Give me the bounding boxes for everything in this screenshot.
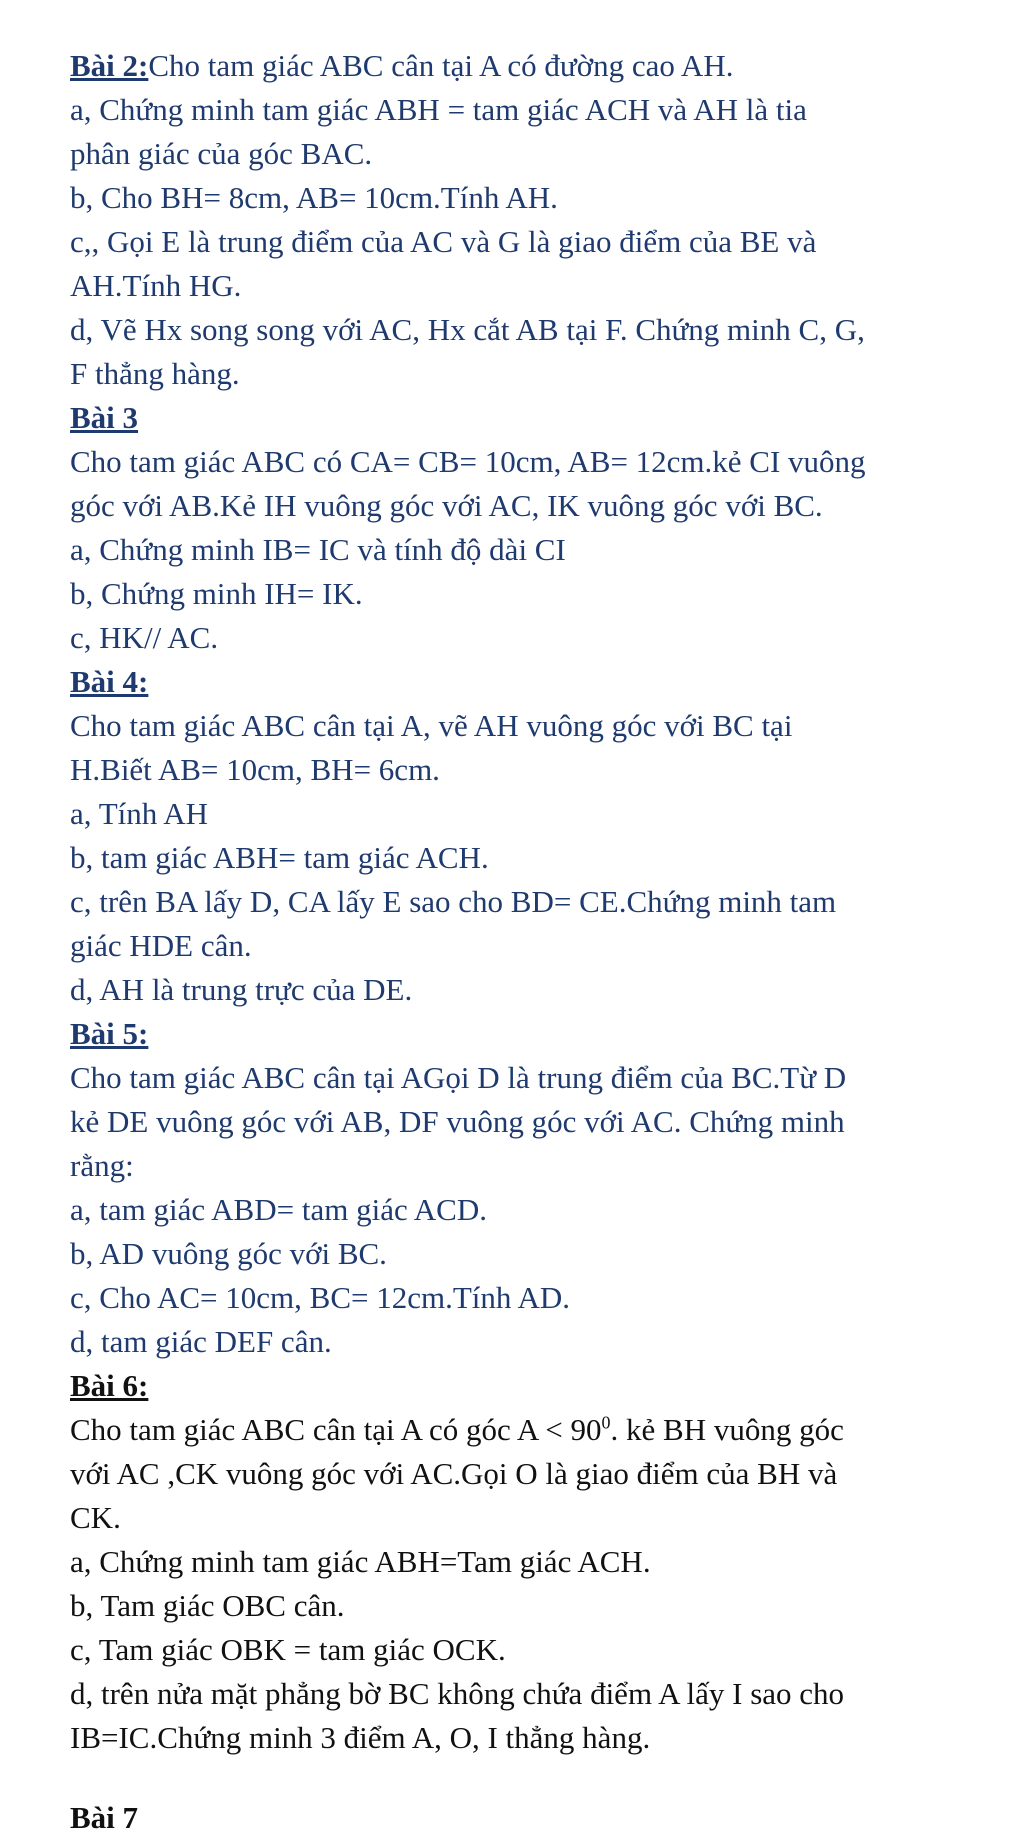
bai6-line-2: với AC ,CK vuông góc với AC.Gọi O là giao điểm của BH và bbox=[70, 1456, 838, 1491]
bai2-line-7: d, Vẽ Hx song song với AC, Hx cắt AB tại F. Chứng minh C, G, bbox=[70, 312, 865, 347]
bai6-line-3: CK. bbox=[70, 1500, 121, 1535]
bai2-line-8: F thẳng hàng. bbox=[70, 356, 240, 391]
bai5-line-3: rằng: bbox=[70, 1148, 134, 1183]
bai3-line-3: a, Chứng minh IB= IC và tính độ dài CI bbox=[70, 532, 566, 567]
bai2-line-1 bbox=[70, 44, 1010, 88]
document bbox=[70, 44, 1010, 1835]
bai5-title: Bài 5: bbox=[70, 1016, 149, 1051]
bai3-line-1: Cho tam giác ABC có CA= CB= 10cm, AB= 12cm.kẻ CI vuông bbox=[70, 444, 866, 479]
bai6-line-7: d, trên nửa mặt phẳng bờ BC không chứa điểm A lấy I sao cho bbox=[70, 1676, 845, 1711]
bai6-text-1a: Cho tam giác ABC cân tại A có góc A < 90 bbox=[70, 1412, 602, 1447]
bai3-line-2: góc với AB.Kẻ IH vuông góc với AC, IK vuông góc với BC. bbox=[70, 488, 823, 523]
bai3-heading bbox=[70, 396, 1010, 440]
bai5-line-5: b, AD vuông góc với BC. bbox=[70, 1236, 387, 1271]
bai7-title: Bài 7 bbox=[70, 1800, 139, 1835]
bai5-line-2: kẻ DE vuông góc với AB, DF vuông góc với AC. Chứng minh bbox=[70, 1104, 845, 1139]
bai4-line-1: Cho tam giác ABC cân tại A, vẽ AH vuông góc với BC tại bbox=[70, 708, 793, 743]
bai5-heading bbox=[70, 1012, 1010, 1056]
bai3-title: Bài 3 bbox=[70, 400, 139, 435]
bai6-text-1b: . kẻ BH vuông góc bbox=[610, 1412, 844, 1447]
bai4-line-6: giác HDE cân. bbox=[70, 928, 252, 963]
bai2-line-6: AH.Tính HG. bbox=[70, 268, 242, 303]
bai6-line-6: c, Tam giác OBK = tam giác OCK. bbox=[70, 1632, 506, 1667]
bai5-line-7: d, tam giác DEF cân. bbox=[70, 1324, 332, 1359]
bai5-line-4: a, tam giác ABD= tam giác ACD. bbox=[70, 1192, 487, 1227]
bai4-line-4: b, tam giác ABH= tam giác ACH. bbox=[70, 840, 489, 875]
bai4-title: Bài 4: bbox=[70, 664, 149, 699]
bai6-degree-sup: 0 bbox=[601, 1412, 611, 1433]
bai2-line-4: b, Cho BH= 8cm, AB= 10cm.Tính AH. bbox=[70, 180, 558, 215]
bai4-heading bbox=[70, 660, 1010, 704]
bai4-line-5: c, trên BA lấy D, CA lấy E sao cho BD= CE.Chứng minh tam bbox=[70, 884, 837, 919]
bai4-line-2: H.Biết AB= 10cm, BH= 6cm. bbox=[70, 752, 440, 787]
bai2-title: Bài 2: bbox=[70, 48, 149, 83]
bai2-line-2: a, Chứng minh tam giác ABH = tam giác ACH và AH là tia bbox=[70, 92, 807, 127]
bai4-line-7: d, AH là trung trực của DE. bbox=[70, 972, 413, 1007]
bai6-line-1 bbox=[70, 1408, 1010, 1452]
bai3-line-5: c, HK// AC. bbox=[70, 620, 219, 655]
bai5-line-1: Cho tam giác ABC cân tại AGọi D là trung điểm của BC.Từ D bbox=[70, 1060, 847, 1095]
bai3-line-4: b, Chứng minh IH= IK. bbox=[70, 576, 363, 611]
bai6-heading bbox=[70, 1364, 1010, 1408]
bai2-text-1: Cho tam giác ABC cân tại A có đường cao AH. bbox=[148, 48, 734, 83]
bai2-line-5: c,, Gọi E là trung điểm của AC và G là giao điểm của BE và bbox=[70, 224, 817, 259]
bai6-title: Bài 6: bbox=[70, 1368, 149, 1403]
bai5-line-6: c, Cho AC= 10cm, BC= 12cm.Tính AD. bbox=[70, 1280, 570, 1315]
bai6-line-8: IB=IC.Chứng minh 3 điểm A, O, I thẳng hàng. bbox=[70, 1720, 651, 1755]
bai4-line-3: a, Tính AH bbox=[70, 796, 209, 831]
bai6-line-5: b, Tam giác OBC cân. bbox=[70, 1588, 345, 1623]
bai2-line-3: phân giác của góc BAC. bbox=[70, 136, 373, 171]
bai6-line-4: a, Chứng minh tam giác ABH=Tam giác ACH. bbox=[70, 1544, 651, 1579]
